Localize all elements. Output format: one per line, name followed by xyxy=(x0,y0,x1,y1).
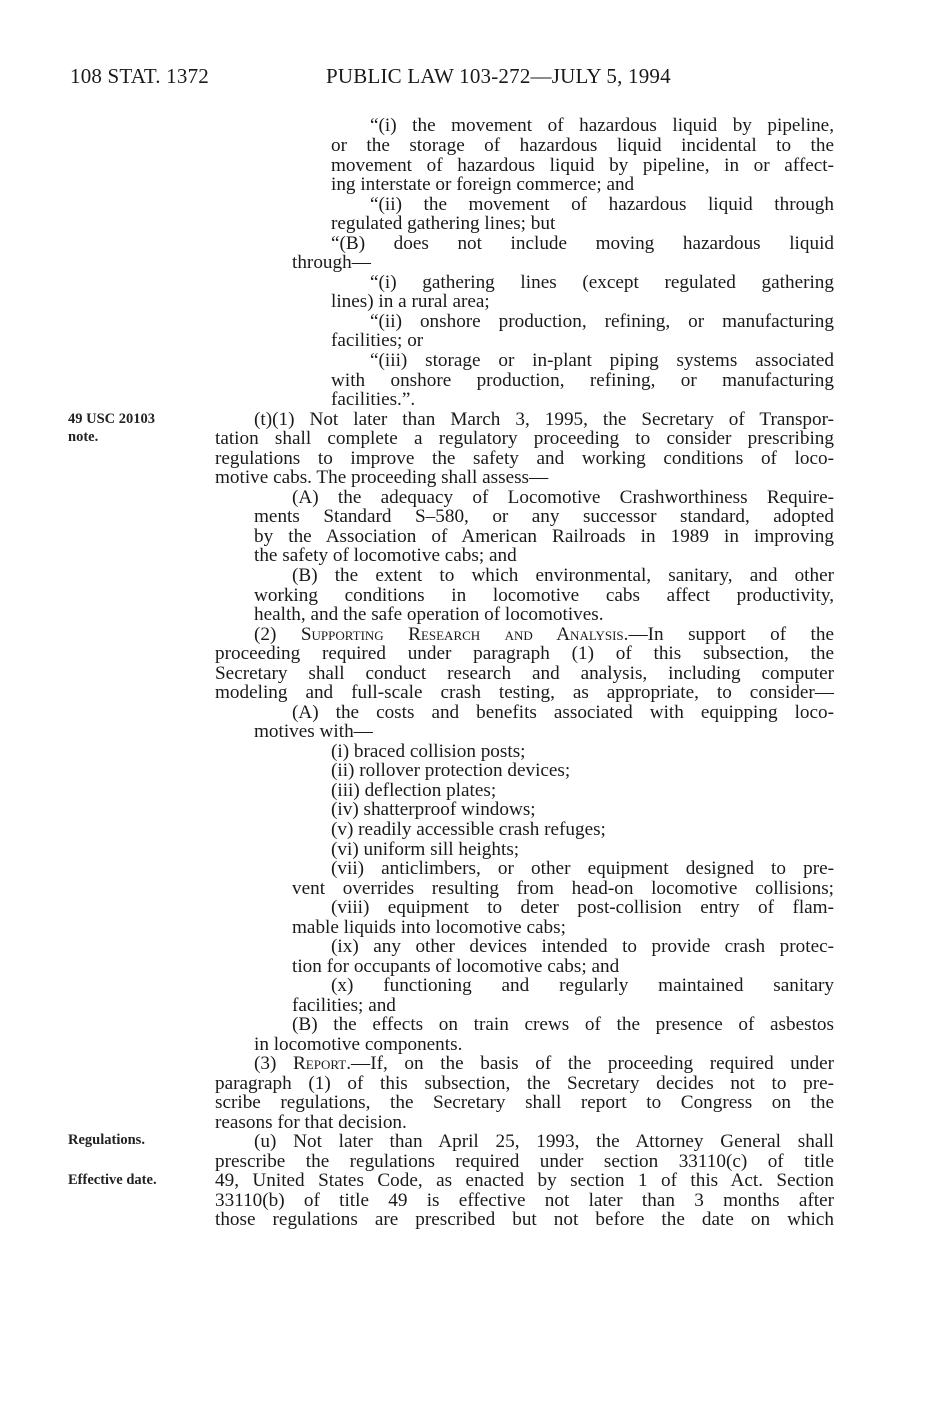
body-line: tation shall complete a regulatory proceeding to consider prescribing xyxy=(215,428,834,449)
body-line: ing interstate or foreign commerce; and xyxy=(331,174,635,195)
paragraph-heading: Supporting Research and Analysis. xyxy=(300,624,629,645)
body-line: through— xyxy=(292,252,371,273)
body-line: by the Association of American Railroads in 1989 in improving xyxy=(254,526,834,547)
body-line: (viii) equipment to deter post-collision entry of flam- xyxy=(331,897,834,918)
body-line: (B) the extent to which environmental, sanitary, and other xyxy=(292,565,834,586)
body-line: in locomotive components. xyxy=(254,1034,463,1055)
body-line: proceeding required under paragraph (1) of this subsection, the xyxy=(215,643,834,664)
body-line: paragraph (1) of this subsection, the Secretary decides not to pre- xyxy=(215,1073,834,1094)
body-line: modeling and full-scale crash testing, as appropriate, to consider— xyxy=(215,682,834,703)
body-line: scribe regulations, the Secretary shall report to Congress on the xyxy=(215,1092,834,1113)
body-line: (vi) uniform sill heights; xyxy=(331,839,520,860)
body-line: lines) in a rural area; xyxy=(331,291,490,312)
paragraph-number: (2) xyxy=(254,624,301,645)
paragraph-number: (3) xyxy=(254,1053,293,1074)
body-line: motives with— xyxy=(254,721,373,742)
body-line: vent overrides resulting from head-on locomotive collisions; xyxy=(292,878,834,899)
paragraph-heading: Report. xyxy=(293,1053,351,1074)
body-line: tion for occupants of locomotive cabs; and xyxy=(292,956,620,977)
body-line: facilities; or xyxy=(331,330,424,351)
body-line-report xyxy=(254,1054,834,1074)
body-line: (iii) deflection plates; xyxy=(331,780,497,801)
body-line: ments Standard S–580, or any successor standard, adopted xyxy=(254,506,834,527)
body-line: prescribe the regulations required under section 33110(c) of title xyxy=(215,1151,834,1172)
body-line: “(B) does not include moving hazardous liquid xyxy=(331,233,834,254)
body-line: “(ii) the movement of hazardous liquid through xyxy=(370,194,834,215)
margin-note-regulations: Regulations. xyxy=(68,1132,145,1148)
body-line: (iv) shatterproof windows; xyxy=(331,799,536,820)
body-line: health, and the safe operation of locomotives. xyxy=(254,604,604,625)
body-line: (t)(1) Not later than March 3, 1995, the Secretary of Transpor- xyxy=(254,409,834,430)
body-line: (vii) anticlimbers, or other equipment designed to pre- xyxy=(331,858,834,879)
body-line: the safety of locomotive cabs; and xyxy=(254,545,517,566)
body-line: “(i) gathering lines (except regulated gathering xyxy=(370,272,834,293)
body-line: “(iii) storage or in-plant piping systems associated xyxy=(370,350,834,371)
body-line: or the storage of hazardous liquid incidental to the xyxy=(331,135,834,156)
body-line: 33110(b) of title 49 is effective not later than 3 months after xyxy=(215,1190,834,1211)
page-header-title: PUBLIC LAW 103-272—JULY 5, 1994 xyxy=(326,64,671,88)
body-line: those regulations are prescribed but not before the date on which xyxy=(215,1209,834,1230)
body-line: mable liquids into locomotive cabs; xyxy=(292,917,566,938)
body-line: (B) the effects on train crews of the presence of asbestos xyxy=(292,1014,834,1035)
margin-note-usc: 49 USC 20103 note. xyxy=(68,411,156,445)
page-header-stat: 108 STAT. 1372 xyxy=(70,64,209,88)
body-line: facilities; and xyxy=(292,995,396,1016)
body-line: (ix) any other devices intended to provide crash protec- xyxy=(331,936,834,957)
body-line: (i) braced collision posts; xyxy=(331,741,526,762)
body-line: (x) functioning and regularly maintained sanitary xyxy=(331,975,834,996)
body-line-supporting-research xyxy=(254,625,834,645)
body-line: 49, United States Code, as enacted by section 1 of this Act. Section xyxy=(215,1170,834,1191)
body-line: (u) Not later than April 25, 1993, the Attorney General shall xyxy=(254,1131,834,1152)
body-line: movement of hazardous liquid by pipeline, in or affect- xyxy=(331,155,834,176)
paragraph-text: —In support of the xyxy=(628,624,834,645)
body-line: (A) the adequacy of Locomotive Crashworthiness Require- xyxy=(292,487,834,508)
body-line: motive cabs. The proceeding shall assess— xyxy=(215,467,549,488)
body-line: regulations to improve the safety and working conditions of loco- xyxy=(215,448,834,469)
body-line: (A) the costs and benefits associated with equipping loco- xyxy=(292,702,834,723)
body-line: working conditions in locomotive cabs affect productivity, xyxy=(254,585,834,606)
body-line: “(i) the movement of hazardous liquid by pipeline, xyxy=(370,115,834,136)
body-line: reasons for that decision. xyxy=(215,1112,407,1133)
body-line: with onshore production, refining, or manufacturing xyxy=(331,370,834,391)
margin-note-effective-date: Effective date. xyxy=(68,1172,157,1188)
body-line: (v) readily accessible crash refuges; xyxy=(331,819,606,840)
body-line: “(ii) onshore production, refining, or manufacturing xyxy=(370,311,834,332)
body-line: facilities.”. xyxy=(331,389,416,410)
paragraph-text: —If, on the basis of the proceeding required under xyxy=(351,1053,834,1074)
body-line: (ii) rollover protection devices; xyxy=(331,760,571,781)
body-line: regulated gathering lines; but xyxy=(331,213,556,234)
body-line: Secretary shall conduct research and analysis, including computer xyxy=(215,663,834,684)
